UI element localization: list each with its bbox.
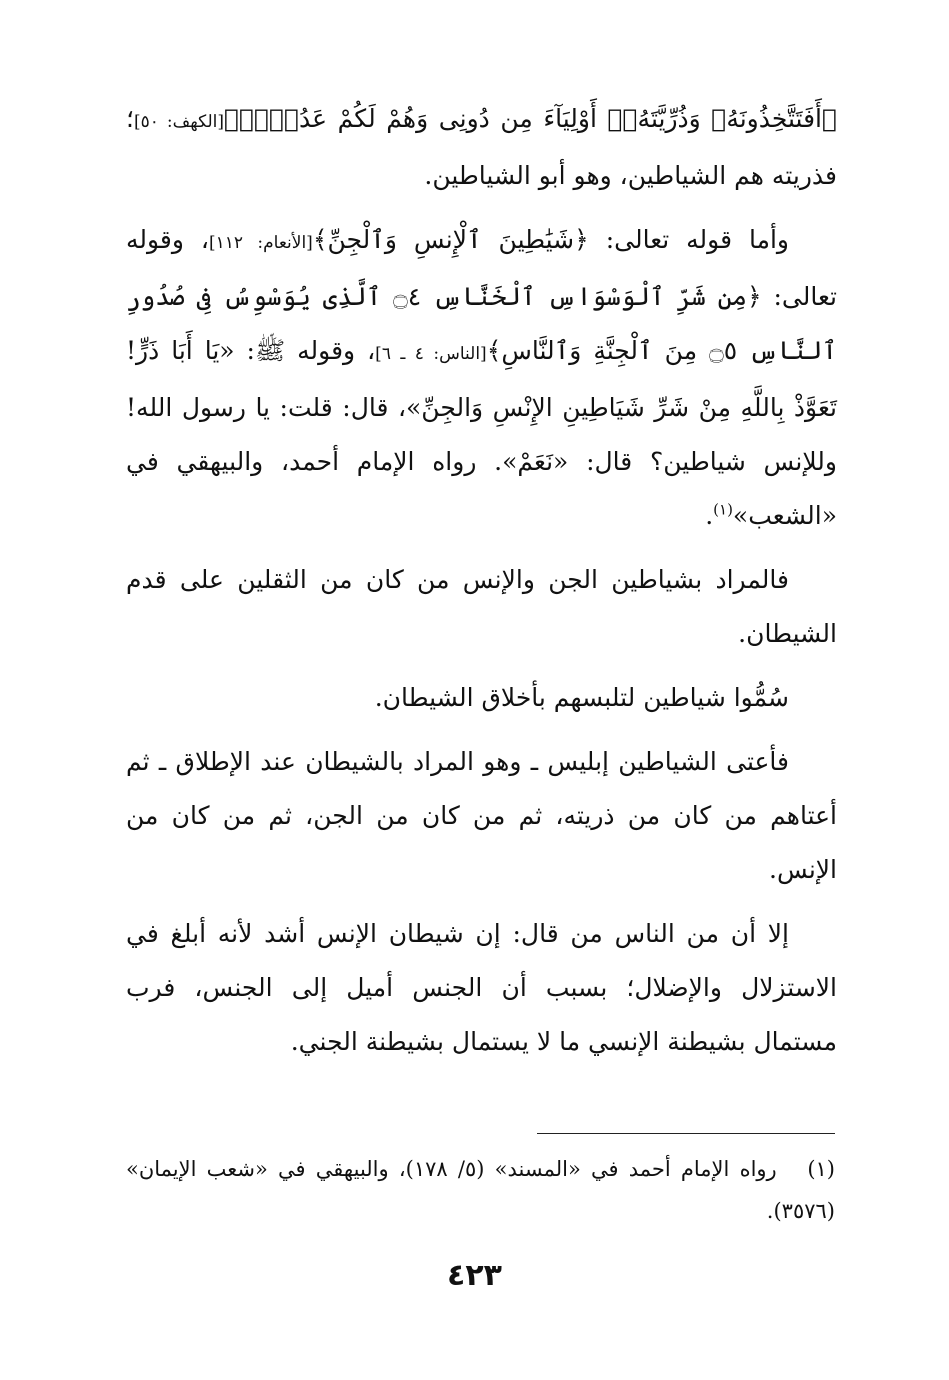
- paragraph-mid: ، وقوله تعالى:: [126, 225, 837, 311]
- quran-verse: ﴿أَفَتَتَّخِذُونَهُۥ وَذُرِّيَّتَهُۥٓ أَوْلِيَآءَ مِن دُونِى وَهُمْ لَكُمْ عَدُوٌّۢ﴾: [224, 104, 837, 133]
- verse-reference: [الكهف: ٥٠]: [133, 112, 224, 132]
- paragraph-text: إلا أن من الناس من قال: إن شيطان الإنس أشد لأنه أبلغ في الاستزلال والإضلال؛ بسبب أن الجنس أميل إلى الجنس، فرب مستمال بشيطنة الإنسي ما لا يستمال بشيطنة الجني.: [126, 919, 837, 1056]
- paragraph-5: [126, 735, 837, 897]
- paragraph-intro: وأما قوله تعالى:: [588, 225, 789, 254]
- footnote-divider: [537, 1133, 835, 1134]
- footnote-marker[interactable]: (١): [713, 500, 733, 519]
- paragraph-end: .: [705, 501, 714, 530]
- paragraph-text: ؛ فذريته هم الشياطين، وهو أبو الشياطين.: [126, 104, 837, 190]
- quran-verse: ﴿مِن شَرِّ ٱلْوَسْوَاسِ ٱلْخَنَّاسِ ۝٤ ٱلَّذِى يُوَسْوِسُ فِى صُدُورِ ٱلنَّاسِ ۝٥ مِنَ ٱلْجِنَّةِ وَٱلنَّاسِ﴾: [126, 282, 838, 365]
- paragraph-3: [126, 553, 837, 661]
- paragraph-text: سُمُّوا شياطين لتلبسهم بأخلاق الشيطان.: [374, 683, 789, 712]
- verse-reference: [الأنعام: ١١٢]: [208, 233, 313, 253]
- footnote-text: رواه الإمام أحمد في «المسند» (٥/ ١٧٨)، والبيهقي في «شعب الإيمان» (٣٥٧٦).: [126, 1157, 835, 1223]
- paragraph-text: ، وقوله ﷺ: «يَا أَبَا ذَرٍّ! تَعَوَّذْ بِاللَّهِ مِنْ شَرِّ شَيَاطِينِ الإِنْسِ وَالجِنِّ»، قال: قلت: يا رسول الله! وللإنس شياطين؟ قال: «نَعَمْ». رواه الإمام أحمد، والبيهقي في «الشعب»: [126, 336, 837, 530]
- main-text: [126, 92, 837, 1069]
- paragraph-text: فأعتى الشياطين إبليس ـ وهو المراد بالشيطان عند الإطلاق ـ ثم أعتاهم من كان من ذريته، ثم من كان من الجن، ثم من كان من الإنس.: [126, 747, 837, 884]
- paragraph-4: [126, 671, 837, 725]
- paragraph-1: [126, 92, 837, 203]
- quran-verse: ﴿شَيَٰطِينَ ٱلْإِنسِ وَٱلْجِنِّ﴾: [312, 225, 589, 254]
- footnote-number: (١): [807, 1157, 835, 1181]
- paragraph-6: [126, 907, 837, 1069]
- footnote: [126, 1148, 835, 1232]
- paragraph-2: [126, 213, 837, 543]
- paragraph-text: فالمراد بشياطين الجن والإنس من كان من الثقلين على قدم الشيطان.: [126, 565, 837, 648]
- page-number: ٤٢٣: [447, 1258, 502, 1293]
- verse-reference: [الناس: ٤ ـ ٦]: [375, 344, 487, 364]
